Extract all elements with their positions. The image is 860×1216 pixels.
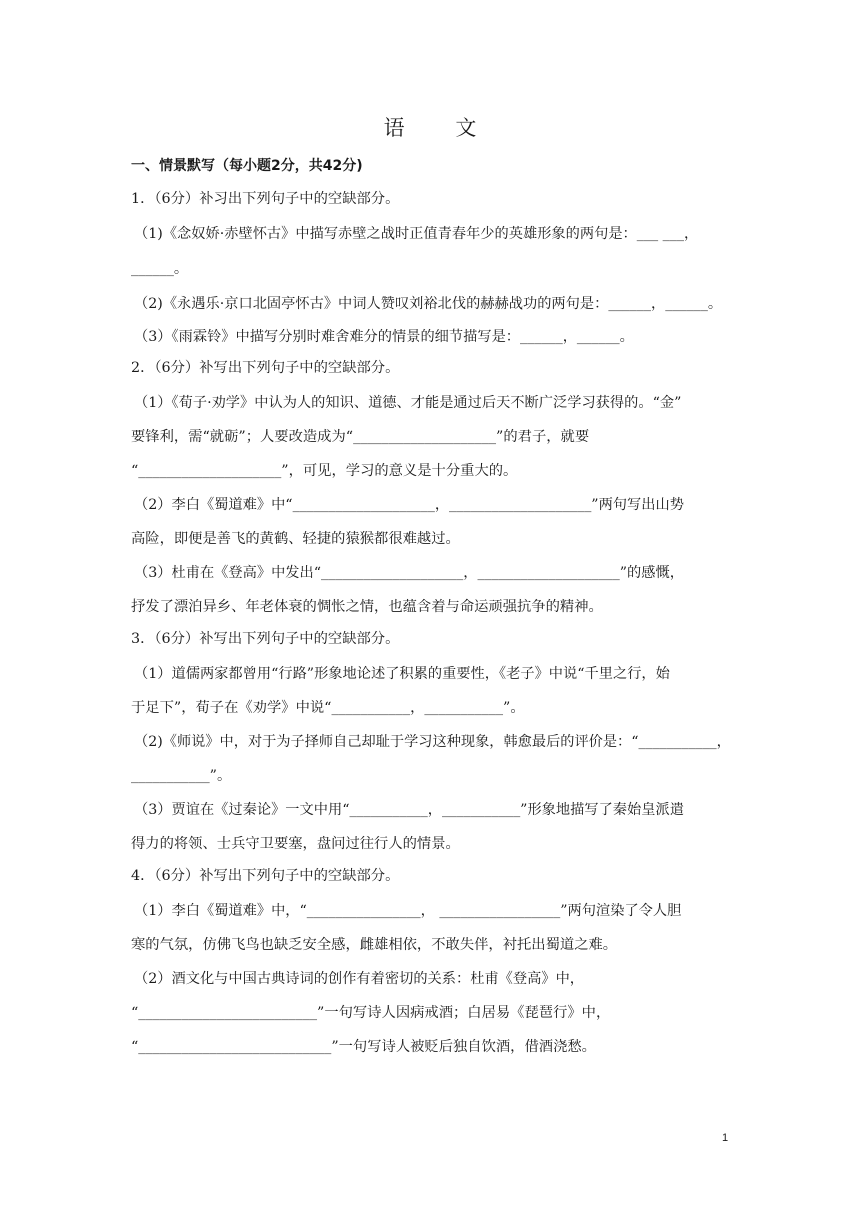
q1-item-1-cont: ______。 [131,261,189,277]
q3-item-1-cont: 于足下”，荀子在《劝学》中说“___________，___________”。 [131,700,525,716]
q2-item-1-cont2: “____________________”，可见，学习的意义是十分重大的。 [131,463,518,479]
q3-item-3-cont: 得力的将领、士兵守卫要塞，盘问过往行人的情景。 [131,836,460,852]
page-number: 1 [722,1132,729,1144]
section-heading: 一、情景默写（每小题2分，共42分) [131,158,363,174]
question-3-heading: 3．（6分）补写出下列句子中的空缺部分。 [131,631,400,647]
q1-item-3: （3）《雨霖铃》中描写分别时难舍难分的情景的细节描写是：______，______。 [134,329,634,345]
q3-item-2: （2)《师说》中，对于为子择师自己却耻于学习这种现象，韩愈最后的评价是：“___________， [134,734,731,750]
q4-item-1: （1）李白《蜀道难》中，“________________， _________________”两句渲染了令人胆 [134,903,682,919]
q2-item-1-cont: 要锋利，需“就砺”；人要改造成为“____________________”的君子，就要 [131,429,590,445]
q2-item-3-cont: 抒发了漂泊异乡、年老体衰的惆怅之情，也蕴含着与命运顽强抗争的精神。 [131,599,603,615]
q2-item-2-cont: 高险，即便是善飞的黄鹤、轻捷的猿猴都很难越过。 [131,531,460,547]
page-title: 语 文 [383,116,499,140]
q3-item-2-cont: ___________”。 [131,768,232,784]
q3-item-3: （3）贾谊在《过秦论》一文中用“___________，___________”形象地描写了秦始皇派遣 [134,802,684,818]
question-2-heading: 2．（6分）补写出下列句子中的空缺部分。 [131,360,400,376]
q2-item-1: （1）《荀子·劝学》中认为人的知识、道德、才能是通过后天不断广泛学习获得的。“金” [134,395,682,411]
question-4-heading: 4．（6分）补写出下列句子中的空缺部分。 [131,868,400,884]
q1-item-1: （1)《念奴娇·赤壁怀古》中描写赤壁之战时正值青春年少的英雄形象的两句是：___ ___， [134,226,699,242]
question-1-heading: 1．（6分）补习出下列句子中的空缺部分。 [131,191,400,207]
q2-item-2: （2）李白《蜀道难》中“____________________，____________________”两句写出山势 [134,497,684,513]
q4-item-2-cont2: “___________________________”一句写诗人被贬后独自饮酒，借酒浇愁。 [131,1039,596,1055]
q4-item-2-cont: “_________________________”一句写诗人因病戒酒；白居易《琵琶行》中， [131,1005,611,1021]
q1-item-2: （2)《永遇乐·京口北固亭怀古》中词人赞叹刘裕北伐的赫赫战功的两句是：______，______。 [134,296,723,312]
q4-item-2: （2）酒文化与中国古典诗词的创作有着密切的关系：杜甫《登高》中， [134,971,585,987]
q3-item-1: （1）道儒两家都曾用“行路”形象地论述了积累的重要性，《老子》中说“千里之行，始 [134,666,670,682]
q4-item-1-cont: 寒的气氛，仿佛飞鸟也缺乏安全感，雌雄相依，不敢失伴，衬托出蜀道之难。 [131,937,618,953]
q2-item-3: （3）杜甫在《登高》中发出“____________________，____________________”的感慨， [134,565,684,581]
